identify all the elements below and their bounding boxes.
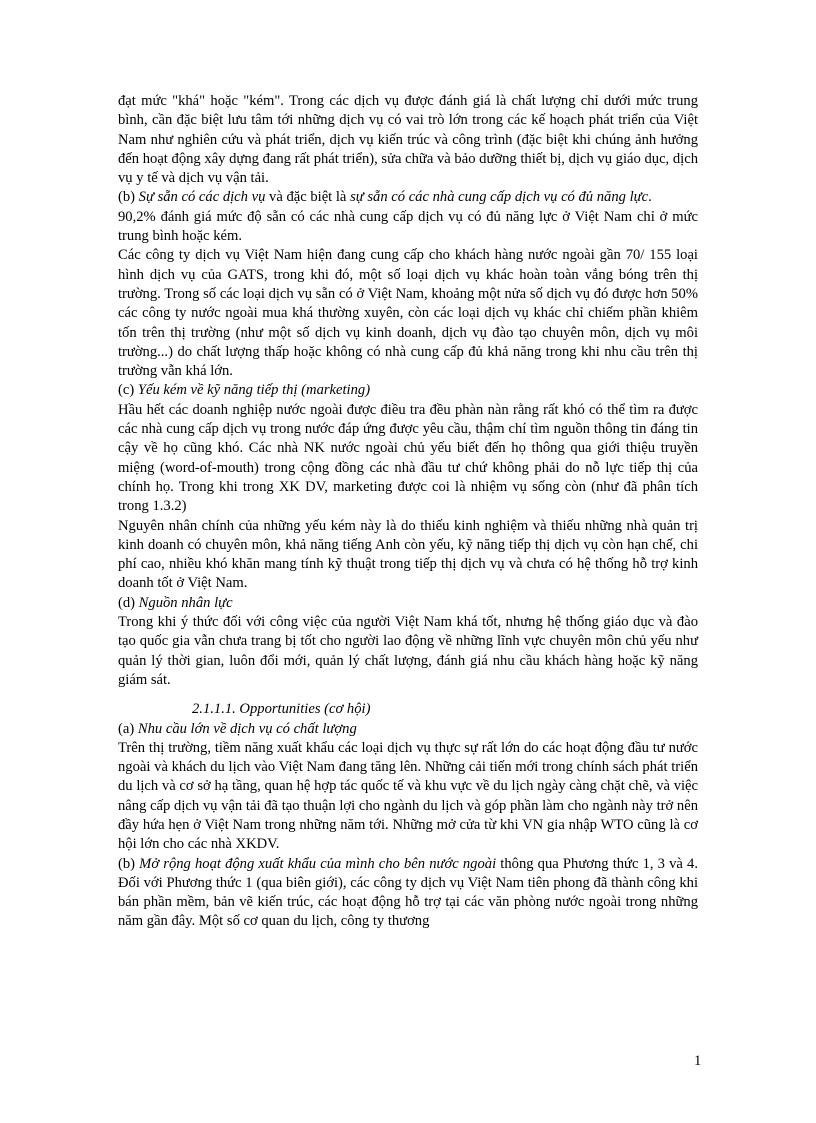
item-a-prefix: (a) xyxy=(118,720,138,737)
item-c-prefix: (c) xyxy=(118,382,138,399)
item-a-demand xyxy=(118,720,698,739)
item-d-italic: Nguồn nhân lực xyxy=(138,594,233,611)
item-b-prefix: (b) xyxy=(118,189,139,206)
item-a-italic: Nhu cầu lớn về dịch vụ có chất lượng xyxy=(137,720,357,737)
paragraph-marketing: Hầu hết các doanh nghiệp nước ngoài được điều tra đều phàn nàn rằng rất khó có thể tìm ra được các nhà cung cấp dịch vụ trong nước đáp ứng được yêu cầu, thậm chí tìm nguồn thông tin đáng tin cậy về họ cũng khó. Các nhà NK nước ngoài chủ yếu biết đến họ thông qua giới thiệu truyền miệng (word-of-mouth) trong cộng đồng các nhà đầu tư chứ không phải do nỗ lực tiếp thị của chính họ. Trong khi trong XK DV, marketing được coi là nhiệm vụ sống còn (như đã phân tích trong 1.3.2) xyxy=(118,401,698,515)
paragraph-market-potential: Trên thị trường, tiềm năng xuất khẩu các loại dịch vụ thực sự rất lớn do các hoạt động đầu tư nước ngoài và khách du lịch vào Việt Nam đang tăng lên. Những cải tiến mới trong chính sách phát triển du lịch và cơ sở hạ tầng, quan hệ hợp tác quốc tế và khu vực về du lịch ngày càng chặt chẽ, và việc nâng cấp dịch vụ vận tải đã tạo thuận lợi cho ngành du lịch và góp phần làm cho ngành này trở nên đầy hứa hẹn ở Việt Nam trong những năm tới. Những mở cửa từ khi VN gia nhập WTO cũng là cơ hội lớn cho các nhà XKDV. xyxy=(118,739,698,853)
paragraph-expand-exports xyxy=(118,855,698,932)
item-b-italic-2: sự sẵn có các nhà cung cấp dịch vụ có đủ năng lực xyxy=(350,189,649,206)
page-number: 1 xyxy=(694,1053,702,1069)
paragraph-service-companies: Các công ty dịch vụ Việt Nam hiện đang cung cấp cho khách hàng nước ngoài gần 70/ 155 loại hình dịch vụ của GATS, trong khi đó, một số loại dịch vụ khác hoàn toàn vắng bóng trên thị trường. Trong số các loại dịch vụ sẵn có ở Việt Nam, khoảng một nửa số dịch vụ đó được hơn 50% các công ty nước ngoài mua khá thường xuyên, còn các loại dịch vụ khác chỉ chiếm phần khiêm tốn trên thị trường (như một số dịch vụ kinh doanh, dịch vụ đào tạo chuyên môn, dịch vụ môi trường...) do chất lượng thấp hoặc không có nhà cung cấp đủ khả năng trong khi nhu cầu trên thị trường vẫn khá lớn. xyxy=(118,247,698,380)
item-d-prefix: (d) xyxy=(118,594,139,611)
item-b-italic-1: Sự sẵn có các dịch vụ xyxy=(138,189,266,206)
item-c-marketing xyxy=(118,381,698,400)
item-d-human-resources xyxy=(118,594,698,613)
item-b-availability xyxy=(118,188,698,207)
item-c-italic: Yếu kém về kỹ năng tiếp thị (marketing) xyxy=(137,382,371,399)
item-b-end: . xyxy=(648,189,652,206)
paragraph-causes: Nguyên nhân chính của những yếu kém này là do thiếu kinh nghiệm và thiếu những nhà quản trị kinh doanh có chuyên môn, khả năng tiếng Anh còn yếu, kỹ năng tiếp thị dịch vụ còn hạn chế, chi phí cao, nhiều khó khăn mang tính kỹ thuật trong tiếp thị dịch vụ và chưa có hệ thống hỗ trợ kinh doanh tốt ở Việt Nam. xyxy=(118,517,698,592)
body-text xyxy=(118,92,698,932)
item-b2-prefix: (b) xyxy=(118,855,140,872)
item-b-mid: và đặc biệt là xyxy=(265,189,351,206)
paragraph-availability-stat: 90,2% đánh giá mức độ sẵn có các nhà cung cấp dịch vụ có đủ năng lực ở Việt Nam chỉ ở mức trung bình hoặc kém. xyxy=(118,208,698,245)
paragraph-quality-evaluation: đạt mức "khá" hoặc "kém". Trong các dịch vụ được đánh giá là chất lượng chỉ dưới mức trung bình, cần đặc biệt lưu tâm tới những dịch vụ có vai trò lớn trong các kế hoạch phát triển của Việt Nam như nghiên cứu và phát triển, dịch vụ kiến trúc và công trình (đặc biệt khi chúng ảnh hưởng đến hoạt động xây dựng đang rất phát triển), sửa chữa và bảo dưỡng thiết bị, dịch vụ giáo dục, dịch vụ y tế và dịch vụ vận tải. xyxy=(118,93,698,187)
paragraph-education: Trong khi ý thức đối với công việc của người Việt Nam khá tốt, nhưng hệ thống giáo dục và đào tạo quốc gia vẫn chưa trang bị tốt cho người lao động về những lĩnh vực chuyên môn chủ yếu như quản lý thời gian, luôn đổi mới, quản lý chất lượng, đánh giá nhu cầu khách hàng hoặc kỹ năng giám sát. xyxy=(118,614,698,688)
item-b2-rest: thông qua Phương thức 1, 3 và 4. Đối với Phương thức 1 (qua biên giới), các công ty dịch vụ Việt Nam tiên phong đã thành công khi bán phần mềm, bản vẽ kiến trúc, các hoạt động hỗ trợ tại các văn phòng nước ngoài trong những năm gần đây. Một số cơ quan du lịch, công ty thương xyxy=(118,855,698,930)
item-b2-italic: Mở rộng hoạt động xuất khẩu của mình cho bên nước ngoài xyxy=(139,855,497,872)
section-heading-opportunities: 2.1.1.1. Opportunities (cơ hội) xyxy=(192,701,371,718)
